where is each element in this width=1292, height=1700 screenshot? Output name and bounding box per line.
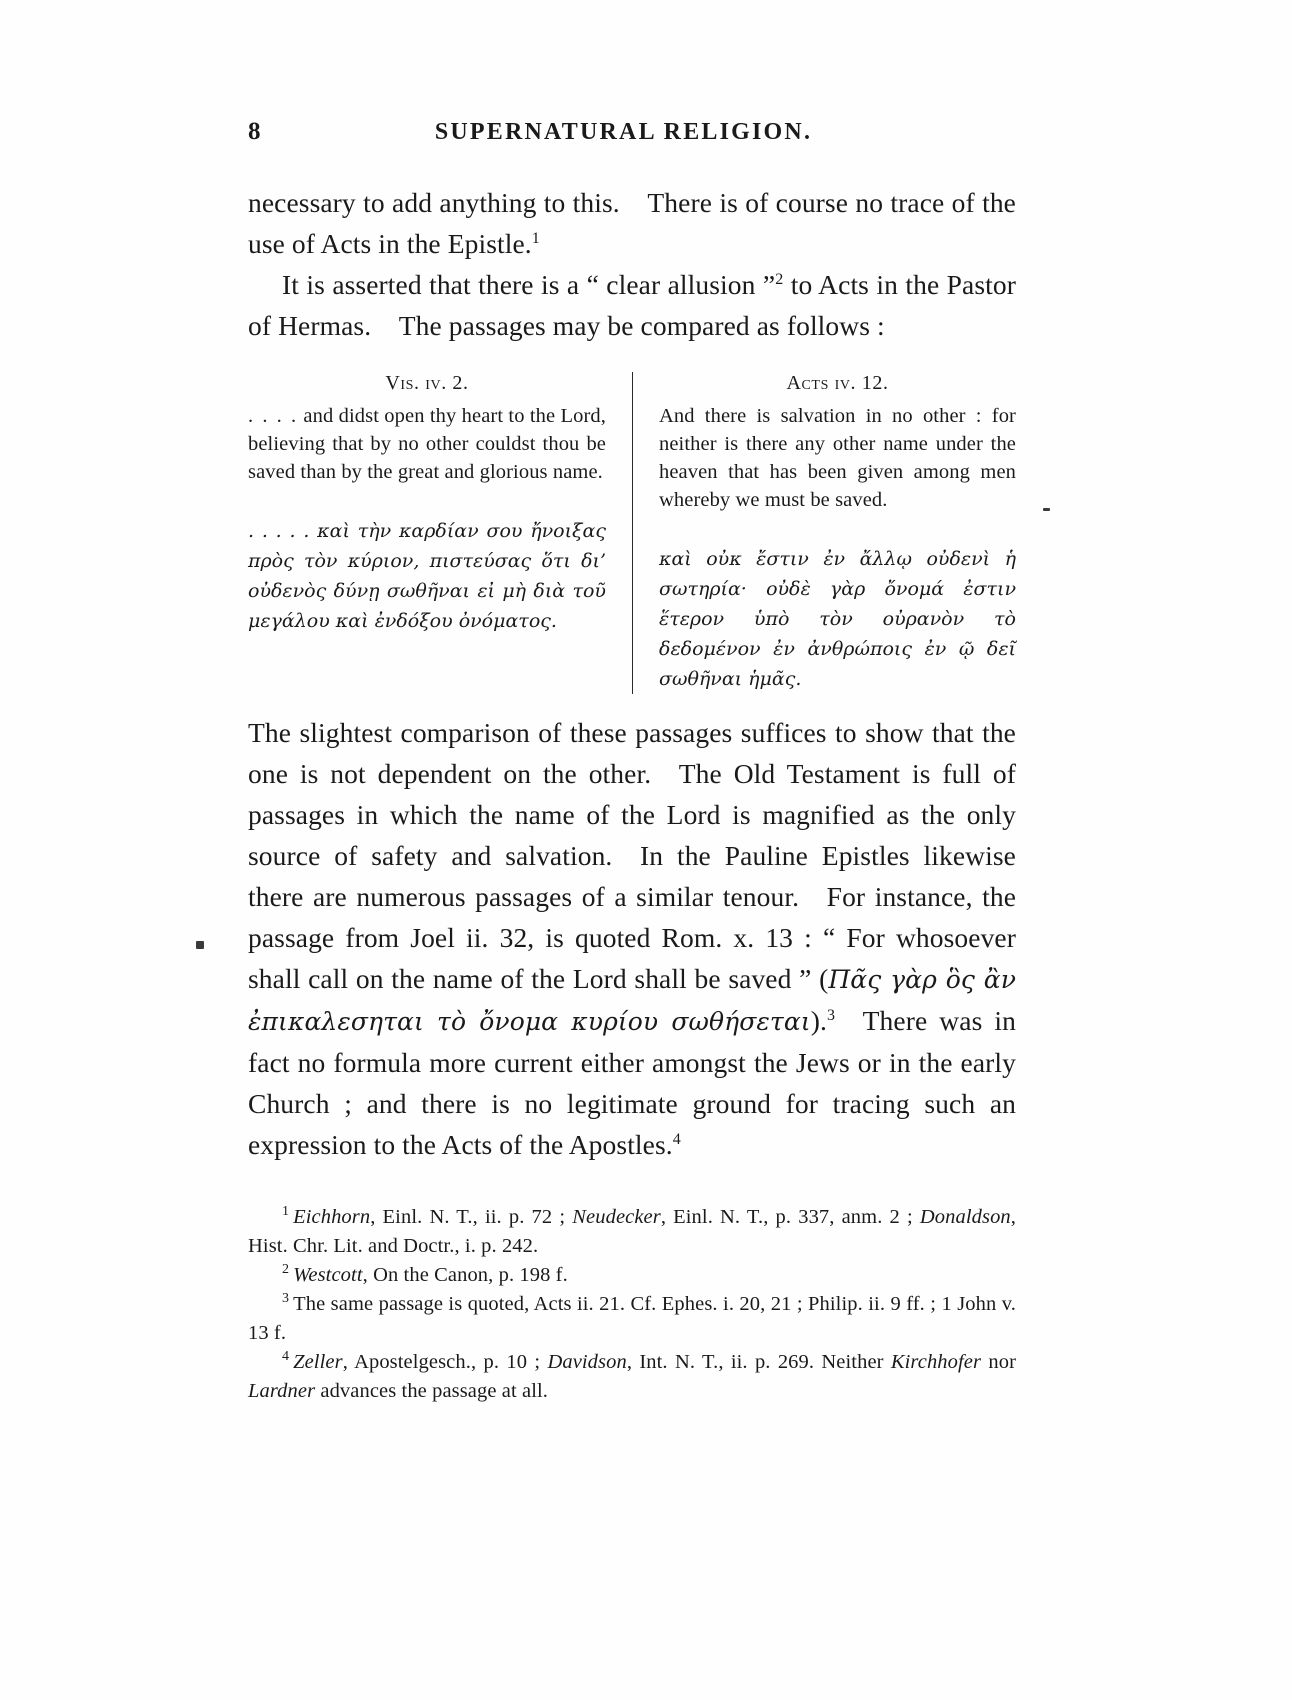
quotation-right-heading: Acts iv. 12. (786, 372, 889, 394)
footnote-ref-1[interactable]: 1 (531, 229, 540, 247)
footnote-author: Davidson (547, 1351, 627, 1373)
footnote-ref-4[interactable]: 4 (672, 1130, 681, 1148)
footnote-text: nor (981, 1351, 1017, 1373)
quotation-right-english: And there is salvation in no other : for neither is there any other name under the heaven that has been given among men whereby we must be saved. (659, 405, 1016, 511)
footnote-author: Westcott (293, 1264, 363, 1286)
scan-speck (196, 941, 204, 949)
footnote-text: The same passage is quoted, Acts ii. 21. Cf. Ephes. i. 20, 21 ; Philip. ii. 9 ff. ; 1 John v. 13 f. (248, 1293, 1016, 1344)
quotation-left-english-lead: . . . . (248, 405, 299, 427)
quotation-right-greek: καὶ οὐκ ἔστιν ἐν ἄλλῳ οὐδενὶ ἡ σωτηρία· οὐδὲ γὰρ ὄνομά ἐστιν ἕτερον ὑπὸ τὸν οὐρανὸν τὸ δεδομένον ἐν ἀνθρώποις ἐν ῷ δεῖ σωθῆναι ἡμᾶς. (659, 548, 1016, 690)
running-head (248, 118, 1016, 152)
page-content (248, 118, 1016, 1406)
quotation-left-english-text: and didst open thy heart to the Lord, believing that by no other couldst thou be saved than by the great and glorious name. (248, 405, 607, 483)
footnote-text: , Einl. N. T., ii. p. 72 ; (370, 1206, 573, 1228)
paragraph-3 (248, 712, 1016, 1165)
footnote-author: Kirchhofer (890, 1351, 982, 1373)
paragraph-2-text-b: to Acts in the Pastor of Hermas. The passages may be compared as follows : (248, 269, 1016, 341)
footnote-text: advances the passage at all. (315, 1380, 549, 1402)
footnote-author: Neudecker (572, 1206, 661, 1228)
footnote-text: , Apostelgesch., p. 10 ; (342, 1351, 548, 1373)
running-title: SUPERNATURAL RELIGION. (434, 119, 813, 145)
quotation-left-heading: Vis. iv. 2. (385, 372, 469, 394)
footnote (248, 1348, 1016, 1406)
footnote-author: Donaldson (919, 1206, 1011, 1228)
paragraph-3-greek-quote: Πᾶς γὰρ ὃς ἂν ἐπικαλεσηται τὸ ὄνομα κυρίου σωθήσεται (248, 965, 1016, 1036)
page-number: 8 (248, 118, 261, 145)
paragraph-1-text: necessary to add anything to this. There is of course no trace of the use of Acts in the Epistle. (248, 187, 1016, 259)
quotation-left-greek-text: καὶ τὴν καρδίαν σου ἤνοιξας πρὸς τὸν κύριον, πιστεύσας ὅτι δι’ οὐδενὸς δύνῃ σωθῆναι εἰ μὴ διὰ τοῦ μεγάλου καὶ ἐνδόξου ὀνόματος. (248, 520, 606, 632)
footnote-ref-3[interactable]: 3 (826, 1006, 836, 1024)
quotation-left-greek (248, 516, 606, 636)
quotation-gap (659, 514, 1016, 544)
footnote-marker[interactable]: 1 (282, 1204, 290, 1220)
paragraph-2-text-a: It is asserted that there is a “ clear allusion ” (282, 269, 776, 300)
footnote-marker[interactable]: 3 (282, 1291, 290, 1307)
footnote-text: , Hist. Chr. Lit. and Doctr., i. p. 242. (248, 1206, 1017, 1257)
quotation-column-right (632, 372, 1016, 694)
footnote-ref-2[interactable]: 2 (775, 270, 784, 288)
quotation-left-english (248, 402, 606, 486)
paragraph-1 (248, 182, 1016, 264)
paragraph-3-text-b: ). (810, 1005, 827, 1036)
footnotes-section (248, 1203, 1016, 1406)
footnote (248, 1203, 1016, 1261)
quotation-column-left (248, 372, 632, 694)
footnote-author: Lardner (248, 1380, 316, 1402)
footnote (248, 1290, 1016, 1348)
quotation-gap (248, 486, 606, 516)
footnote-marker[interactable]: 2 (282, 1262, 290, 1278)
scan-speck (1043, 508, 1050, 511)
paragraph-2 (248, 264, 1016, 346)
footnote-marker[interactable]: 4 (282, 1349, 290, 1365)
footnote-text: , Int. N. T., ii. p. 269. Neither (626, 1351, 891, 1373)
footnote-text: , Einl. N. T., p. 337, anm. 2 ; (660, 1206, 920, 1228)
footnote (248, 1261, 1016, 1290)
footnote-author: Eichhorn (293, 1206, 371, 1228)
parallel-quotation-block (248, 372, 1016, 694)
footnote-text: , On the Canon, p. 198 f. (362, 1264, 568, 1286)
footnote-author: Zeller (293, 1351, 343, 1373)
quotation-left-greek-lead: . . . . . (248, 520, 310, 542)
paragraph-3-text-c: There was in fact no formula more current either amongst the Jews or in the early Church ; and there is no legitimate ground for tracing such an expression to the Acts of the Apostles. (248, 1005, 1016, 1160)
paragraph-3-text-a: The slightest comparison of these passages suffices to show that the one is not dependent on the other. The Old Testament is full of passages in which the name of the Lord is magnified as the only source of safety and salvation. In the Pauline Epistles likewise there are numerous passages of a similar tenour. For instance, the passage from Joel ii. 32, is quoted Rom. x. 13 : “ For whosoever shall call on the name of the Lord shall be saved ” ( (248, 717, 1016, 994)
